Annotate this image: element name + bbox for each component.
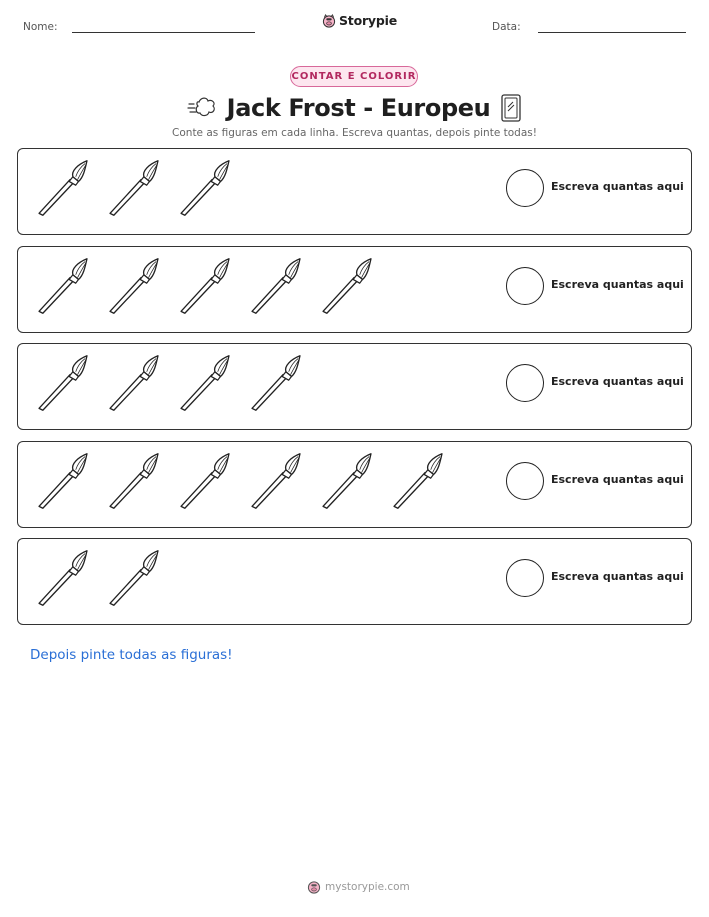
site-footer bbox=[307, 880, 410, 894]
answer-label: Escreva quantas aqui bbox=[551, 180, 684, 193]
paintbrush-icon[interactable] bbox=[383, 450, 454, 512]
answer-circle[interactable] bbox=[506, 559, 544, 597]
paintbrush-icon[interactable] bbox=[28, 547, 99, 609]
paintbrush-icon[interactable] bbox=[28, 157, 99, 219]
paintbrush-icon[interactable] bbox=[99, 450, 170, 512]
answer-label: Escreva quantas aqui bbox=[551, 570, 684, 583]
pig-icon bbox=[307, 880, 321, 894]
paintbrush-icon[interactable] bbox=[241, 255, 312, 317]
date-line[interactable] bbox=[538, 32, 686, 33]
counting-row bbox=[17, 246, 692, 333]
answer-circle[interactable] bbox=[506, 364, 544, 402]
paintbrush-icon[interactable] bbox=[28, 450, 99, 512]
logo-text: Storypie bbox=[339, 13, 397, 28]
counting-row bbox=[17, 148, 692, 235]
footer-note: Depois pinte todas as figuras! bbox=[30, 647, 233, 663]
name-label: Nome: bbox=[23, 21, 58, 33]
name-line[interactable] bbox=[72, 32, 255, 33]
brush-group bbox=[28, 352, 312, 414]
paintbrush-icon[interactable] bbox=[99, 352, 170, 414]
paintbrush-icon[interactable] bbox=[99, 255, 170, 317]
paintbrush-icon[interactable] bbox=[99, 157, 170, 219]
paintbrush-icon[interactable] bbox=[170, 255, 241, 317]
storypie-logo bbox=[322, 13, 397, 28]
page-title: Jack Frost - Europeu bbox=[226, 94, 491, 122]
answer-label: Escreva quantas aqui bbox=[551, 473, 684, 486]
answer-label: Escreva quantas aqui bbox=[551, 278, 684, 291]
paintbrush-icon[interactable] bbox=[170, 157, 241, 219]
counting-row bbox=[17, 441, 692, 528]
instructions: Conte as figuras em cada linha. Escreva quantas, depois pinte todas! bbox=[172, 127, 537, 139]
paintbrush-icon[interactable] bbox=[170, 450, 241, 512]
activity-badge: CONTAR E COLORIR bbox=[290, 66, 418, 87]
site-url: mystorypie.com bbox=[325, 881, 410, 893]
pig-icon bbox=[322, 14, 336, 28]
answer-circle[interactable] bbox=[506, 462, 544, 500]
brush-group bbox=[28, 547, 170, 609]
date-label: Data: bbox=[492, 21, 521, 33]
counting-row bbox=[17, 343, 692, 430]
paintbrush-icon[interactable] bbox=[312, 450, 383, 512]
mirror-icon bbox=[500, 94, 522, 122]
paintbrush-icon[interactable] bbox=[241, 450, 312, 512]
answer-circle[interactable] bbox=[506, 267, 544, 305]
brush-group bbox=[28, 255, 383, 317]
title-row bbox=[0, 90, 709, 126]
answer-label: Escreva quantas aqui bbox=[551, 375, 684, 388]
paintbrush-icon[interactable] bbox=[28, 352, 99, 414]
brush-group bbox=[28, 450, 454, 512]
paintbrush-icon[interactable] bbox=[170, 352, 241, 414]
paintbrush-icon[interactable] bbox=[241, 352, 312, 414]
paintbrush-icon[interactable] bbox=[312, 255, 383, 317]
paintbrush-icon[interactable] bbox=[28, 255, 99, 317]
answer-circle[interactable] bbox=[506, 169, 544, 207]
brush-group bbox=[28, 157, 241, 219]
paintbrush-icon[interactable] bbox=[99, 547, 170, 609]
wind-icon bbox=[187, 96, 217, 120]
counting-row bbox=[17, 538, 692, 625]
